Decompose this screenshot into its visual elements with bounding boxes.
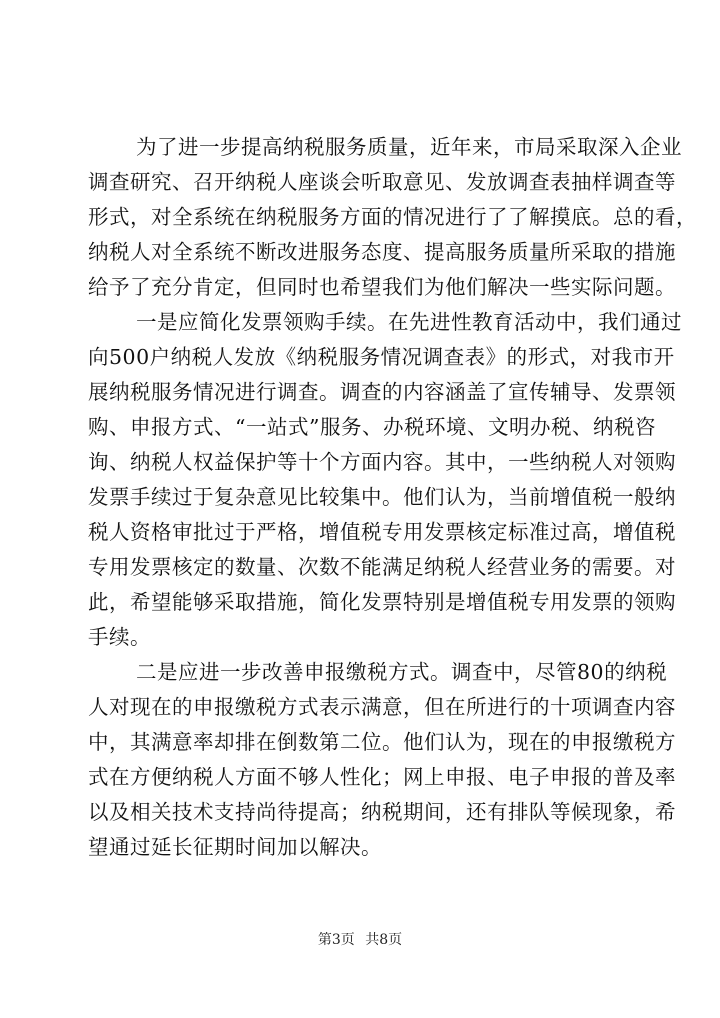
paragraph-line: 式在方便纳税人方面不够人性化；网上申报、电子申报的普及率 xyxy=(88,765,676,789)
paragraph-line: 二是应进一步改善申报缴税方式。调查中，尽管80的纳税 xyxy=(136,660,668,684)
paragraph-line: 专用发票核定的数量、次数不能满足纳税人经营业务的需要。对 xyxy=(88,555,676,579)
paragraph-line: 此，希望能够采取措施，简化发票特别是增值税专用发票的领购 xyxy=(88,590,676,614)
paragraph-line: 给予了充分肯定，但同时也希望我们为他们解决一些实际问题。 xyxy=(88,275,676,299)
paragraph-line: 询、纳税人权益保护等十个方面内容。其中，一些纳税人对领购 xyxy=(88,450,676,474)
page-footer xyxy=(0,930,720,950)
paragraph-2 xyxy=(88,305,682,655)
body-text xyxy=(88,130,697,865)
paragraph-line: 形式，对全系统在纳税服务方面的情况进行了了解摸底。总的看， xyxy=(88,205,697,229)
paragraph-line: 调查研究、召开纳税人座谈会听取意见、发放调查表抽样调查等 xyxy=(88,170,676,194)
paragraph-line: 为了进一步提高纳税服务质量，近年来，市局采取深入企业 xyxy=(136,135,682,159)
page-total: 共8页 xyxy=(365,932,403,948)
paragraph-line: 纳税人对全系统不断改进服务态度、提高服务质量所采取的措施 xyxy=(88,240,676,264)
paragraph-line: 手续。 xyxy=(88,625,151,649)
paragraph-line: 中，其满意率却排在倒数第二位。他们认为，现在的申报缴税方 xyxy=(88,730,676,754)
paragraph-line: 展纳税服务情况进行调查。调查的内容涵盖了宣传辅导、发票领 xyxy=(88,380,676,404)
paragraph-line: 发票手续过于复杂意见比较集中。他们认为，当前增值税一般纳 xyxy=(88,485,676,509)
paragraph-line: 一是应简化发票领购手续。在先进性教育活动中，我们通过 xyxy=(136,310,682,334)
paragraph-1 xyxy=(88,130,697,305)
paragraph-line: 人对现在的申报缴税方式表示满意，但在所进行的十项调查内容 xyxy=(88,695,676,719)
paragraph-line: 税人资格审批过于严格，增值税专用发票核定标准过高，增值税 xyxy=(88,520,676,544)
paragraph-line: 以及相关技术支持尚待提高；纳税期间，还有排队等候现象，希 xyxy=(88,800,676,824)
paragraph-3 xyxy=(88,655,676,865)
paragraph-line: 向500户纳税人发放《纳税服务情况调查表》的形式，对我市开 xyxy=(88,345,675,369)
paragraph-line: 购、申报方式、“一站式”服务、办税环境、文明办税、纳税咨 xyxy=(88,415,656,439)
paragraph-line: 望通过延长征期时间加以解决。 xyxy=(88,835,382,859)
page-number: 第3页 xyxy=(317,932,355,948)
